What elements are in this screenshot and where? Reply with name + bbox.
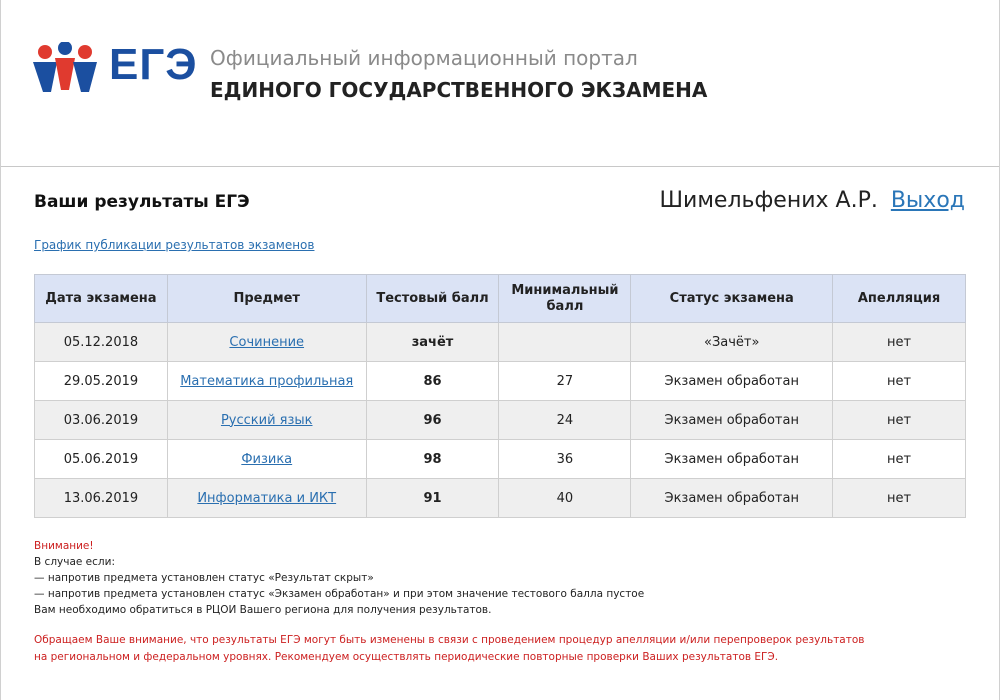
header-test-score: Тестовый балл [366, 275, 499, 323]
page-title: Ваши результаты ЕГЭ [34, 192, 250, 212]
notice-line: В случае если: [34, 556, 115, 568]
cell-score: 86 [366, 362, 499, 401]
notice-line: — напротив предмета установлен статус «Результат скрыт» [34, 572, 374, 584]
subject-link[interactable]: Математика профильная [180, 373, 354, 389]
table-row [35, 440, 966, 479]
cell-min-score [499, 323, 631, 362]
cell-date: 05.12.2018 [35, 323, 168, 362]
cell-status: Экзамен обработан [631, 362, 833, 401]
results-table [34, 274, 966, 518]
cell-min-score: 36 [499, 440, 631, 479]
schedule-link[interactable]: График публикации результатов экзаменов [34, 238, 315, 252]
cell-subject [167, 323, 366, 362]
header-subject: Предмет [167, 275, 366, 323]
cell-status: Экзамен обработан [631, 401, 833, 440]
cell-subject [167, 440, 366, 479]
subject-link[interactable]: Сочинение [229, 334, 305, 350]
warning-line: на региональном и федеральном уровнях. Рекомендуем осуществлять периодические повторные проверки Ваших результатов ЕГЭ. [34, 651, 779, 663]
cell-date: 03.06.2019 [35, 401, 168, 440]
cell-score: 96 [366, 401, 499, 440]
portal-subtitle: Официальный информационный портал [210, 46, 638, 70]
ege-logo-figures-icon [31, 42, 111, 98]
cell-status: «Зачёт» [631, 323, 833, 362]
header-min-score: Минимальный балл [499, 275, 631, 323]
cell-score: 91 [366, 479, 499, 518]
cell-appeal: нет [833, 401, 966, 440]
notice-attention: Внимание! [34, 540, 94, 552]
cell-subject [167, 479, 366, 518]
logout-link[interactable]: Выход [890, 188, 965, 213]
notice-block [34, 538, 644, 618]
user-name: Шимельфених А.Р. [659, 188, 878, 213]
cell-status: Экзамен обработан [631, 440, 833, 479]
table-row [35, 323, 966, 362]
user-box [660, 188, 965, 213]
subject-link[interactable]: Русский язык [220, 412, 313, 428]
logo-text: ЕГЭ [109, 40, 198, 89]
cell-min-score: 24 [499, 401, 631, 440]
header-status: Статус экзамена [631, 275, 833, 323]
cell-date: 29.05.2019 [35, 362, 168, 401]
table-header-row [35, 275, 966, 323]
cell-subject [167, 362, 366, 401]
cell-min-score: 40 [499, 479, 631, 518]
warning-block [34, 632, 934, 666]
cell-min-score: 27 [499, 362, 631, 401]
notice-line: Вам необходимо обратиться в РЦОИ Вашего региона для получения результатов. [34, 604, 492, 616]
portal-title: ЕДИНОГО ГОСУДАРСТВЕННОГО ЭКЗАМЕНА [210, 78, 708, 102]
warning-line: Обращаем Ваше внимание, что результаты ЕГЭ могут быть изменены в связи с проведением процедур апелляции и/или перепроверок результатов [34, 634, 865, 646]
header-appeal: Апелляция [833, 275, 966, 323]
cell-subject [167, 401, 366, 440]
cell-score: зачёт [366, 323, 499, 362]
table-row [35, 401, 966, 440]
cell-appeal: нет [833, 479, 966, 518]
table-row [35, 479, 966, 518]
cell-appeal: нет [833, 362, 966, 401]
subject-link[interactable]: Информатика и ИКТ [197, 490, 337, 506]
header-date: Дата экзамена [35, 275, 168, 323]
cell-score: 98 [366, 440, 499, 479]
cell-date: 13.06.2019 [35, 479, 168, 518]
cell-status: Экзамен обработан [631, 479, 833, 518]
ege-logo[interactable] [31, 40, 198, 98]
cell-appeal: нет [833, 323, 966, 362]
cell-date: 05.06.2019 [35, 440, 168, 479]
notice-line: — напротив предмета установлен статус «Экзамен обработан» и при этом значение тестового балла пустое [34, 588, 645, 600]
table-row [35, 362, 966, 401]
cell-appeal: нет [833, 440, 966, 479]
site-header [1, 0, 999, 167]
subject-link[interactable]: Физика [241, 451, 293, 467]
